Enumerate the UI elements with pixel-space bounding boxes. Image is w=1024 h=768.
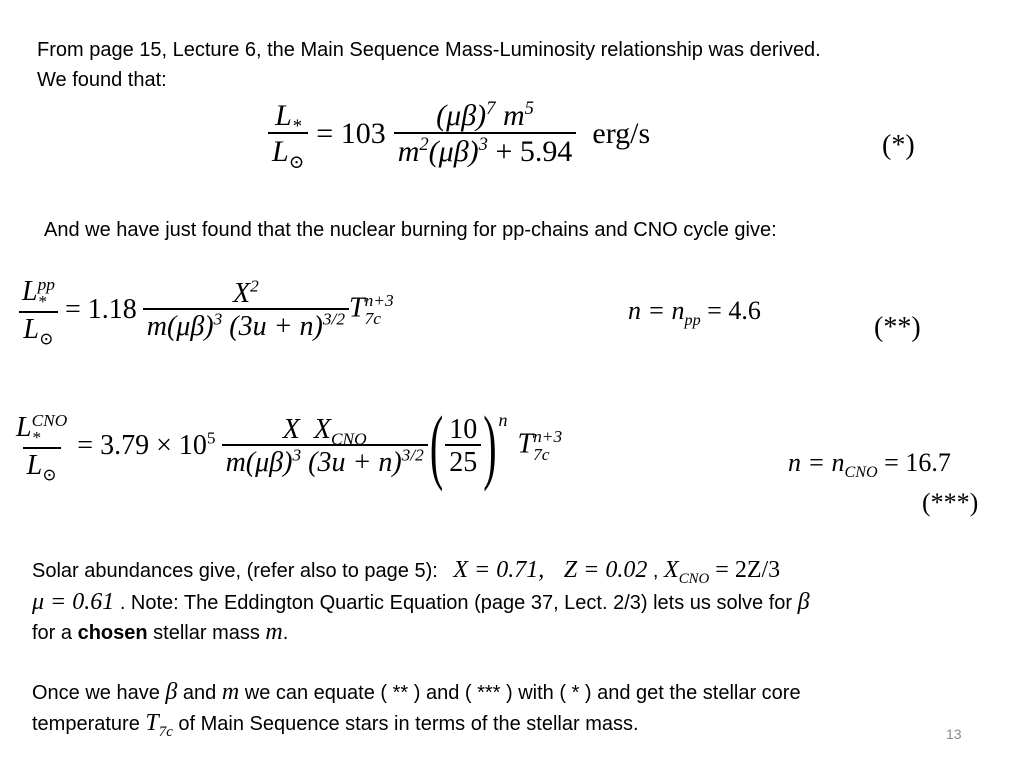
eq1-coefficient: = 103 <box>316 116 386 150</box>
solar-abundances-line: Solar abundances give, (refer also to page 5): X = 0.71, Z = 0.02 , $X_{CNO} = 2Z/3$ <box>32 557 781 587</box>
eq3-right-paren: ) <box>483 397 497 493</box>
eq2-tag: (**) <box>874 312 921 343</box>
pp-cno-intro: And we have just found that the nuclear burning for pp-chains and CNO cycle give: <box>44 219 777 241</box>
eq3-n-definition: $n = n_{CNO} = 16.7$ <box>788 448 951 482</box>
eq3-temperature: T n+3 7c <box>517 426 563 465</box>
equation-mass-luminosity <box>268 98 651 173</box>
eq2-main-fraction: $\frac{X^2}{m(\mu\beta)^3 (3u + n)^{3/2}}$ <box>143 279 349 342</box>
intro-line-2: We found that: <box>37 69 167 91</box>
conclusion-line-2: temperature $T_{7c}$ of Main Sequence stars in terms of the stellar mass. <box>32 710 639 740</box>
intro-line-1: From page 15, Lecture 6, the Main Sequence Mass-Luminosity relationship was derived. <box>37 39 821 61</box>
chosen-mass-line: for a chosen stellar mass m. <box>32 619 289 645</box>
eq1-tag: (*) <box>882 130 915 161</box>
equation-cno-cycle: L CNO * $L_⊙$ = $3.79 \times 10^5$ $\frac{X X_{CNO}}{m(\mu\beta)^3 (3u + n)^{3/2}}$ ( $\frac{10}{25}$ ) $^n$ T n+3 7c <box>12 412 562 480</box>
equation-pp-chain <box>18 275 394 349</box>
eq3-main-fraction: $\frac{X X_{CNO}}{m(\mu\beta)^3 (3u + n)^{3/2}}$ <box>222 415 428 478</box>
eq1-main-fraction: $\frac{(\mu\beta)^7 m^5}{m^2(\mu\beta)^3 + 5.94}$ <box>394 100 577 167</box>
eq2-lhs-fraction: L pp * $L_⊙$ <box>18 276 59 344</box>
eq1-unit: erg/s <box>592 116 651 150</box>
conclusion-line-1: Once we have β and m we can equate ( ** ) and ( *** ) with ( * ) and get the stellar core <box>32 679 801 705</box>
eq1-lhs-fraction: $\frac{L_*}{L_⊙}$ <box>268 100 308 167</box>
eq2-temperature: T n+3 7c <box>349 290 394 329</box>
eq3-left-paren: ( <box>429 397 444 493</box>
page-number: 13 <box>946 726 962 742</box>
eq3-lhs-fraction: L CNO * $L_⊙$ <box>16 411 68 485</box>
eq2-n-definition: $n = n_{pp} = 4.6$ <box>628 296 761 330</box>
eq3-coefficient: = $3.79 \times 10^5$ <box>77 428 216 462</box>
eq3-tag: (***) <box>922 488 979 517</box>
mu-note-line: μ = 0.61 . Note: The Eddington Quartic Equation (page 37, Lect. 2/3) lets us solve for β <box>32 589 810 615</box>
eq2-coefficient: = 1.18 <box>64 294 137 326</box>
eq3-ratio-fraction: $\frac{10}{25}$ <box>445 415 481 478</box>
